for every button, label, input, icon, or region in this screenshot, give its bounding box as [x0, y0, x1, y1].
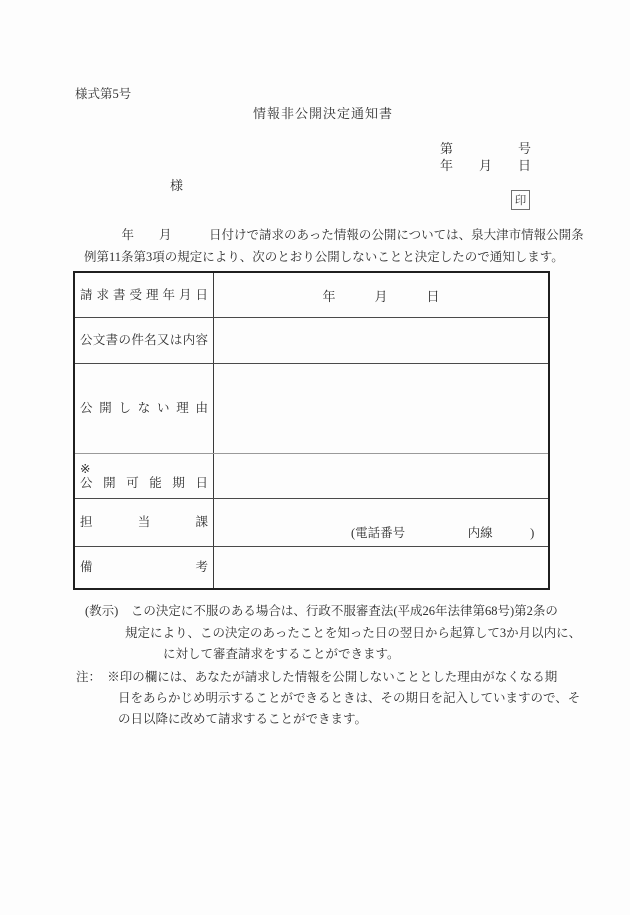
- disclosure-possible-date-field: [214, 454, 548, 498]
- row-label-cell: [75, 273, 214, 317]
- row-request-received-date: [75, 273, 548, 317]
- doc-number-line: 第 号: [439, 141, 531, 156]
- asterisk-mark: ※: [80, 461, 91, 476]
- appeal-note-line-2: 規定により、この決定のあったことを知った日の翌日から起算して3か月以内に、: [125, 625, 582, 640]
- row-label-cell: [75, 499, 214, 546]
- notice-table: [73, 271, 550, 590]
- row-remarks: [75, 546, 548, 588]
- body-line-1: 年 月 日付けで請求のあった情報の公開については、泉大津市情報公開条: [84, 228, 584, 242]
- recipient-honorific: 様: [170, 178, 184, 193]
- remark-note-line-2: 日をあらかじめ明示することができるときは、その期日を記入していますので、そ: [118, 691, 581, 705]
- department-field: [214, 499, 548, 546]
- row-nondisclosure-reason: [75, 363, 548, 453]
- remark-note-line-3: の日以降に改めて請求することができます。: [118, 712, 368, 726]
- row-label: 請求書受理年月日: [80, 287, 208, 302]
- request-received-date-field: [214, 273, 548, 317]
- issue-date-line: 年 月 日: [439, 158, 531, 173]
- appeal-instruction-note: [85, 601, 581, 666]
- row-label-cell: [75, 318, 214, 363]
- seal-label: 印: [514, 195, 527, 207]
- row-label: 公文書の件名又は内容: [80, 333, 208, 347]
- page-title: 情報非公開決定通知書: [252, 106, 393, 121]
- row-document-title: [75, 317, 548, 363]
- row-label: 公開可能期日: [80, 475, 208, 490]
- row-label-cell: [75, 364, 214, 453]
- body-line-2: 例第11条第3項の規定により、次のとおり公開しないことと決定したので通知します。: [84, 250, 564, 264]
- nondisclosure-reason-field: [214, 364, 548, 453]
- form-number: 様式第5号: [75, 87, 132, 101]
- row-label: 担当課: [80, 515, 208, 529]
- appeal-note-line-1: (教示) この決定に不服のある場合は、行政不服審査法(平成26年法律第68号)第2条の: [85, 604, 558, 618]
- document-title-field: [214, 318, 548, 363]
- row-label-cell: [75, 454, 214, 498]
- row-department: [75, 498, 548, 546]
- phone-extension-line: (電話番号 内線 ): [351, 526, 535, 540]
- row-label: 公開しない理由: [80, 401, 208, 415]
- row-disclosure-possible-date: [75, 453, 548, 498]
- row-label-cell: [75, 547, 214, 588]
- remark-note: [76, 667, 580, 730]
- remarks-field: [214, 547, 548, 588]
- row-label: 備考: [80, 560, 208, 574]
- remark-note-line-1: 注： ※印の欄には、あなたが請求した情報を公開しないこととした理由がなくなる期: [76, 670, 558, 684]
- body-paragraph: [84, 224, 584, 268]
- appeal-note-line-3: に対して審査請求をすることができます。: [163, 647, 400, 661]
- date-placeholder: 年 月 日: [322, 288, 440, 304]
- seal-box: [511, 190, 530, 210]
